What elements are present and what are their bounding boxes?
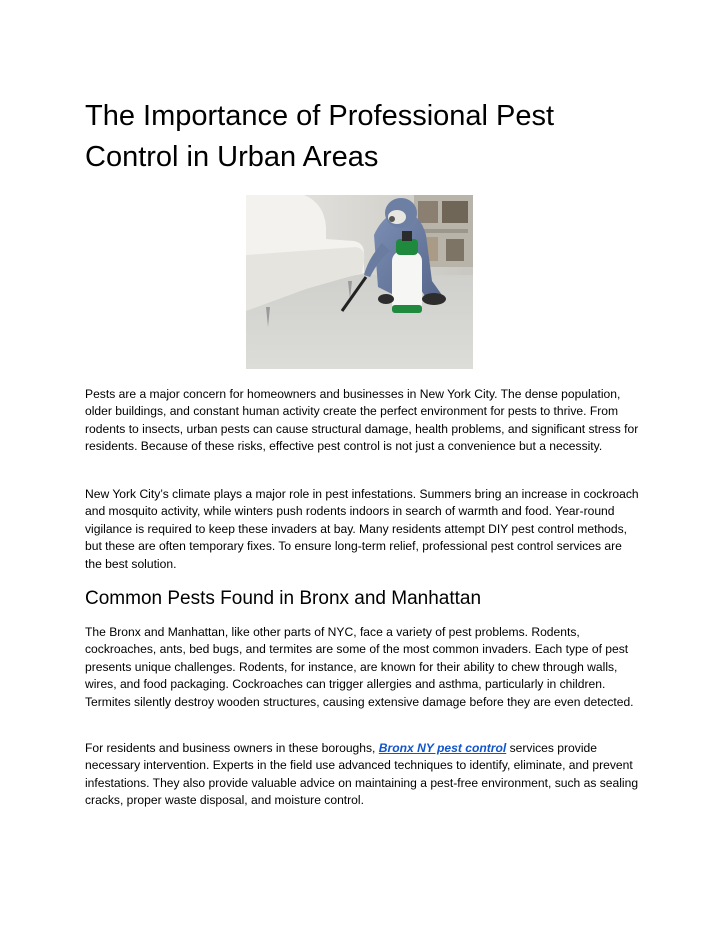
intro-paragraph-1: Pests are a major concern for homeowners and businesses in New York City. The dense population, older buildings, and constant human activity create the perfect environment for pests to thrive. From rodents to insects, urban pests can cause structural damage, health problems, and significant stress for residents. Because of these risks, effective pest control is not just a convenience but a necessity. bbox=[85, 387, 639, 454]
final-paragraph-lead: For residents and business owners in these boroughs, bbox=[85, 741, 379, 755]
final-paragraph-rest: services provide necessary intervention. Experts in the field use advanced techniques to identify, eliminate, and prevent infestations. They also provide valuable advice on maintaining a pest-free environment, such as sealing cracks, proper waste disposal, and moisture control. bbox=[85, 741, 639, 808]
section-heading: Common Pests Found in Bronx and Manhattan bbox=[85, 588, 482, 609]
article-title: The Importance of Professional Pest Control in Urban Areas bbox=[85, 100, 555, 173]
final-paragraph bbox=[85, 740, 641, 810]
section-paragraph: The Bronx and Manhattan, like other parts of NYC, face a variety of pest problems. Rodents, cockroaches, ants, bed bugs, and termites are some of the most common invaders. Each type of pest presents unique challenges. Rodents, for instance, are known for their ability to chew through walls, wires, and food packaging. Cockroaches can trigger allergies and asthma, particularly in children. Termites silently destroy wooden structures, causing extensive damage before they are even detected. bbox=[85, 625, 634, 709]
bronx-pest-control-link[interactable]: Bronx NY pest control bbox=[378, 741, 507, 755]
photo-illustration bbox=[246, 195, 473, 369]
pest-technician-photo bbox=[246, 195, 473, 369]
intro-paragraph-2: New York City’s climate plays a major role in pest infestations. Summers bring an increase in cockroach and mosquito activity, while winters push rodents indoors in search of warmth and food. Year-round vigilance is required to keep these invaders at bay. Many residents attempt DIY pest control methods, but these are often temporary fixes. To ensure long-term relief, professional pest control services are the best solution. bbox=[85, 487, 639, 571]
